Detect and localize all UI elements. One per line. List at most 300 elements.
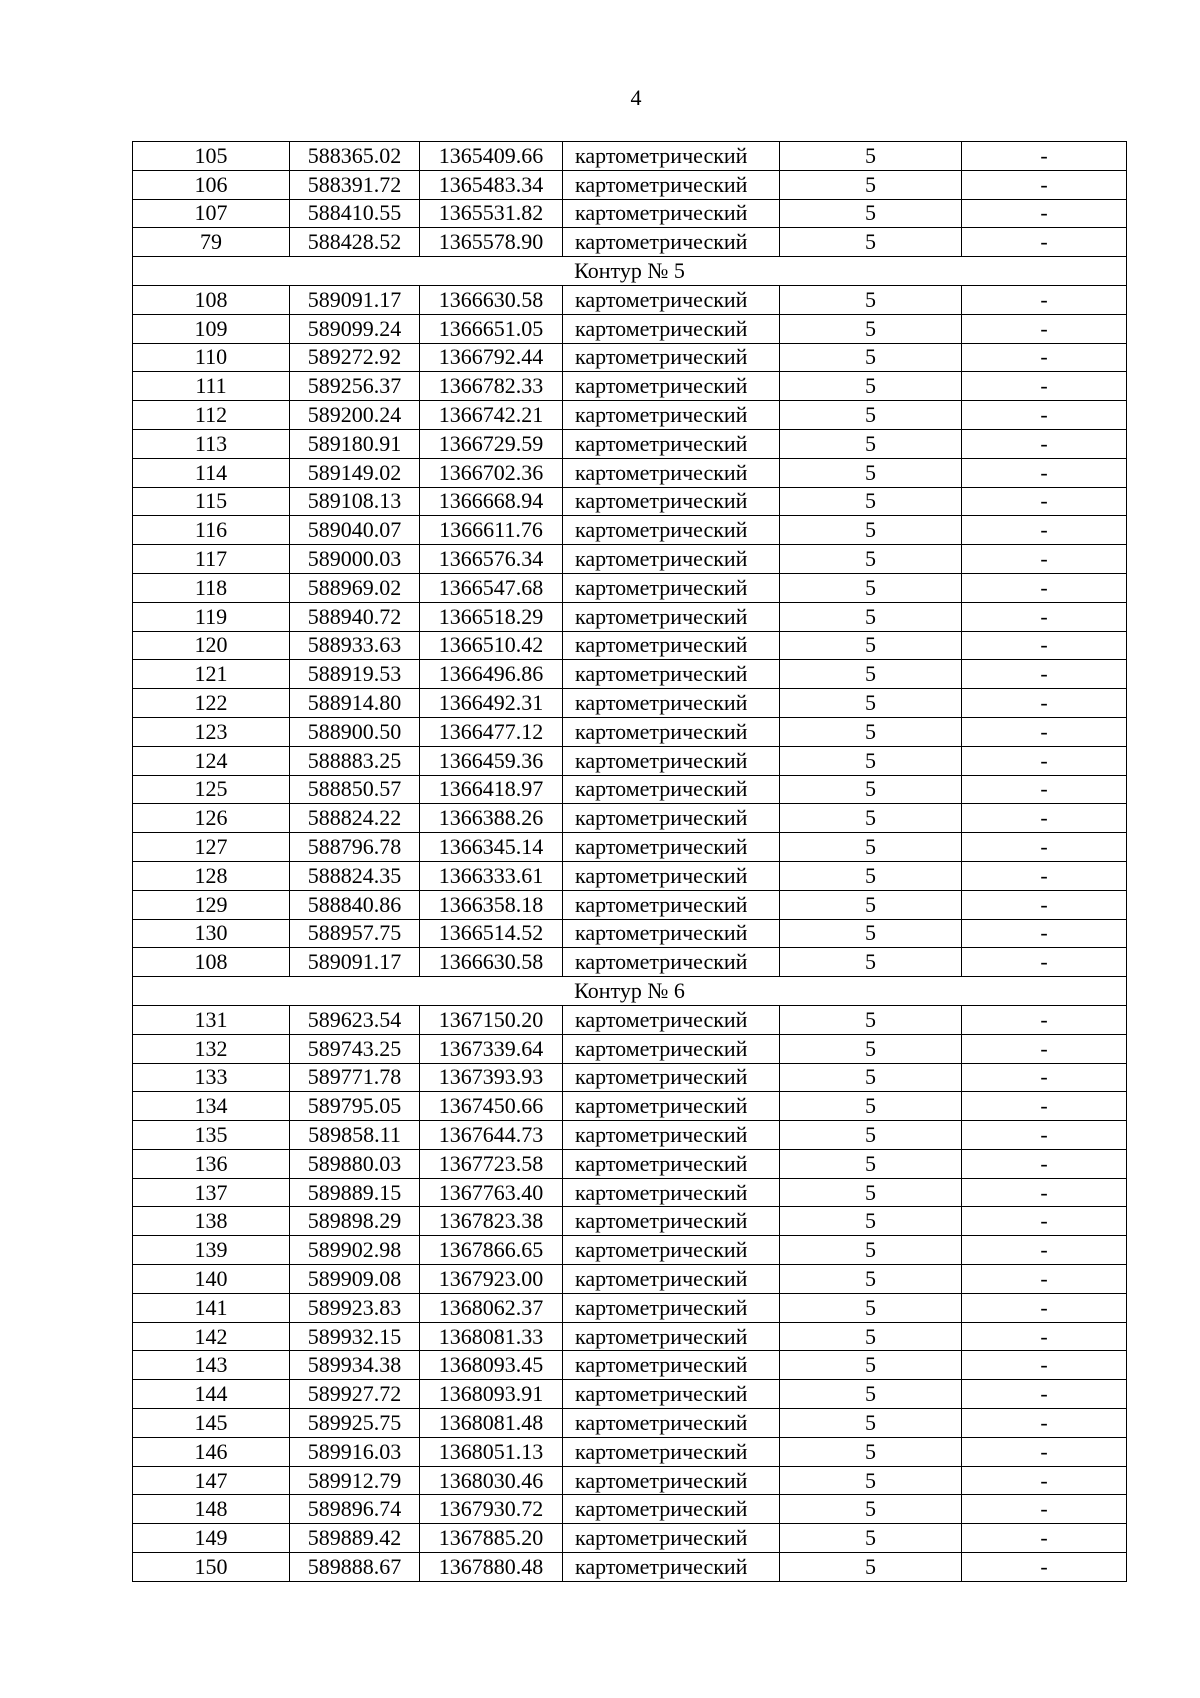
table-row	[133, 1466, 1127, 1495]
precision-cell: 5	[780, 1351, 962, 1380]
method-cell: картометрический	[563, 1351, 780, 1380]
precision-cell: 5	[780, 1553, 962, 1582]
description-cell: -	[962, 573, 1127, 602]
x-coordinate-cell: 588919.53	[290, 660, 420, 689]
x-coordinate-cell: 589256.37	[290, 372, 420, 401]
precision-cell: 5	[780, 314, 962, 343]
precision-cell: 5	[780, 170, 962, 199]
description-cell: -	[962, 919, 1127, 948]
method-cell: картометрический	[563, 228, 780, 257]
table-row	[133, 631, 1127, 660]
description-cell: -	[962, 1524, 1127, 1553]
point-number-cell: 139	[133, 1236, 290, 1265]
y-coordinate-cell: 1366514.52	[420, 919, 563, 948]
description-cell: -	[962, 1466, 1127, 1495]
point-number-cell: 115	[133, 487, 290, 516]
y-coordinate-cell: 1368062.37	[420, 1293, 563, 1322]
y-coordinate-cell: 1367823.38	[420, 1207, 563, 1236]
method-cell: картометрический	[563, 919, 780, 948]
point-number-cell: 146	[133, 1437, 290, 1466]
description-cell: -	[962, 487, 1127, 516]
x-coordinate-cell: 589902.98	[290, 1236, 420, 1265]
y-coordinate-cell: 1366496.86	[420, 660, 563, 689]
table-row	[133, 775, 1127, 804]
precision-cell: 5	[780, 1409, 962, 1438]
table-row	[133, 948, 1127, 977]
x-coordinate-cell: 589091.17	[290, 948, 420, 977]
description-cell: -	[962, 1380, 1127, 1409]
table-row	[133, 833, 1127, 862]
description-cell: -	[962, 1322, 1127, 1351]
method-cell: картометрический	[563, 142, 780, 171]
point-number-cell: 128	[133, 861, 290, 890]
precision-cell: 5	[780, 890, 962, 919]
point-number-cell: 143	[133, 1351, 290, 1380]
precision-cell: 5	[780, 717, 962, 746]
x-coordinate-cell: 589909.08	[290, 1265, 420, 1294]
description-cell: -	[962, 1034, 1127, 1063]
precision-cell: 5	[780, 1466, 962, 1495]
y-coordinate-cell: 1368081.33	[420, 1322, 563, 1351]
description-cell: -	[962, 689, 1127, 718]
point-number-cell: 108	[133, 285, 290, 314]
precision-cell: 5	[780, 602, 962, 631]
table-row	[133, 516, 1127, 545]
y-coordinate-cell: 1368093.91	[420, 1380, 563, 1409]
point-number-cell: 122	[133, 689, 290, 718]
table-row	[133, 746, 1127, 775]
description-cell: -	[962, 1351, 1127, 1380]
x-coordinate-cell: 589091.17	[290, 285, 420, 314]
point-number-cell: 117	[133, 545, 290, 574]
method-cell: картометрический	[563, 372, 780, 401]
y-coordinate-cell: 1366630.58	[420, 285, 563, 314]
description-cell: -	[962, 516, 1127, 545]
table-row	[133, 1178, 1127, 1207]
x-coordinate-cell: 589880.03	[290, 1149, 420, 1178]
y-coordinate-cell: 1366459.36	[420, 746, 563, 775]
point-number-cell: 150	[133, 1553, 290, 1582]
table-row	[133, 1293, 1127, 1322]
method-cell: картометрический	[563, 1034, 780, 1063]
point-number-cell: 79	[133, 228, 290, 257]
y-coordinate-cell: 1365483.34	[420, 170, 563, 199]
description-cell: -	[962, 1063, 1127, 1092]
table-row	[133, 1437, 1127, 1466]
y-coordinate-cell: 1367763.40	[420, 1178, 563, 1207]
table-row	[133, 487, 1127, 516]
description-cell: -	[962, 1409, 1127, 1438]
x-coordinate-cell: 588940.72	[290, 602, 420, 631]
y-coordinate-cell: 1367885.20	[420, 1524, 563, 1553]
y-coordinate-cell: 1366782.33	[420, 372, 563, 401]
description-cell: -	[962, 890, 1127, 919]
x-coordinate-cell: 588900.50	[290, 717, 420, 746]
method-cell: картометрический	[563, 1553, 780, 1582]
x-coordinate-cell: 589932.15	[290, 1322, 420, 1351]
table-row	[133, 1553, 1127, 1582]
x-coordinate-cell: 588796.78	[290, 833, 420, 862]
contour-header: Контур № 6	[133, 977, 1127, 1006]
y-coordinate-cell: 1366729.59	[420, 429, 563, 458]
point-number-cell: 132	[133, 1034, 290, 1063]
y-coordinate-cell: 1367866.65	[420, 1236, 563, 1265]
x-coordinate-cell: 589896.74	[290, 1495, 420, 1524]
point-number-cell: 112	[133, 401, 290, 430]
x-coordinate-cell: 589099.24	[290, 314, 420, 343]
method-cell: картометрический	[563, 1495, 780, 1524]
y-coordinate-cell: 1366792.44	[420, 343, 563, 372]
method-cell: картометрический	[563, 1524, 780, 1553]
point-number-cell: 138	[133, 1207, 290, 1236]
y-coordinate-cell: 1368030.46	[420, 1466, 563, 1495]
x-coordinate-cell: 588969.02	[290, 573, 420, 602]
method-cell: картометрический	[563, 1466, 780, 1495]
y-coordinate-cell: 1365531.82	[420, 199, 563, 228]
x-coordinate-cell: 589623.54	[290, 1005, 420, 1034]
table-row	[133, 1265, 1127, 1294]
table-row	[133, 142, 1127, 171]
description-cell: -	[962, 170, 1127, 199]
method-cell: картометрический	[563, 314, 780, 343]
table-row	[133, 285, 1127, 314]
precision-cell: 5	[780, 948, 962, 977]
method-cell: картометрический	[563, 199, 780, 228]
description-cell: -	[962, 1121, 1127, 1150]
x-coordinate-cell: 589743.25	[290, 1034, 420, 1063]
precision-cell: 5	[780, 1005, 962, 1034]
x-coordinate-cell: 589888.67	[290, 1553, 420, 1582]
point-number-cell: 107	[133, 199, 290, 228]
point-number-cell: 125	[133, 775, 290, 804]
description-cell: -	[962, 833, 1127, 862]
description-cell: -	[962, 401, 1127, 430]
y-coordinate-cell: 1368093.45	[420, 1351, 563, 1380]
description-cell: -	[962, 660, 1127, 689]
description-cell: -	[962, 458, 1127, 487]
table-row	[133, 689, 1127, 718]
description-cell: -	[962, 343, 1127, 372]
description-cell: -	[962, 861, 1127, 890]
precision-cell: 5	[780, 1524, 962, 1553]
description-cell: -	[962, 1553, 1127, 1582]
table-row	[133, 1495, 1127, 1524]
point-number-cell: 116	[133, 516, 290, 545]
description-cell: -	[962, 775, 1127, 804]
x-coordinate-cell: 589923.83	[290, 1293, 420, 1322]
precision-cell: 5	[780, 660, 962, 689]
table-row	[133, 401, 1127, 430]
method-cell: картометрический	[563, 458, 780, 487]
y-coordinate-cell: 1367880.48	[420, 1553, 563, 1582]
y-coordinate-cell: 1367923.00	[420, 1265, 563, 1294]
method-cell: картометрический	[563, 401, 780, 430]
precision-cell: 5	[780, 573, 962, 602]
x-coordinate-cell: 588365.02	[290, 142, 420, 171]
y-coordinate-cell: 1366510.42	[420, 631, 563, 660]
point-number-cell: 106	[133, 170, 290, 199]
table-row	[133, 545, 1127, 574]
x-coordinate-cell: 588840.86	[290, 890, 420, 919]
contour-header-row	[133, 257, 1127, 286]
precision-cell: 5	[780, 487, 962, 516]
table-row	[133, 228, 1127, 257]
precision-cell: 5	[780, 142, 962, 171]
method-cell: картометрический	[563, 170, 780, 199]
x-coordinate-cell: 588914.80	[290, 689, 420, 718]
precision-cell: 5	[780, 1437, 962, 1466]
method-cell: картометрический	[563, 1149, 780, 1178]
precision-cell: 5	[780, 401, 962, 430]
description-cell: -	[962, 602, 1127, 631]
table-row	[133, 861, 1127, 890]
point-number-cell: 108	[133, 948, 290, 977]
precision-cell: 5	[780, 372, 962, 401]
point-number-cell: 124	[133, 746, 290, 775]
method-cell: картометрический	[563, 1322, 780, 1351]
table-row	[133, 919, 1127, 948]
x-coordinate-cell: 589927.72	[290, 1380, 420, 1409]
table-row	[133, 1121, 1127, 1150]
method-cell: картометрический	[563, 1121, 780, 1150]
description-cell: -	[962, 1293, 1127, 1322]
y-coordinate-cell: 1366651.05	[420, 314, 563, 343]
description-cell: -	[962, 1178, 1127, 1207]
table-row	[133, 343, 1127, 372]
table-row	[133, 660, 1127, 689]
method-cell: картометрический	[563, 861, 780, 890]
point-number-cell: 121	[133, 660, 290, 689]
table-row	[133, 1380, 1127, 1409]
table-row	[133, 372, 1127, 401]
precision-cell: 5	[780, 1149, 962, 1178]
point-number-cell: 119	[133, 602, 290, 631]
x-coordinate-cell: 588391.72	[290, 170, 420, 199]
y-coordinate-cell: 1366345.14	[420, 833, 563, 862]
y-coordinate-cell: 1366611.76	[420, 516, 563, 545]
point-number-cell: 136	[133, 1149, 290, 1178]
description-cell: -	[962, 746, 1127, 775]
method-cell: картометрический	[563, 631, 780, 660]
y-coordinate-cell: 1367644.73	[420, 1121, 563, 1150]
point-number-cell: 141	[133, 1293, 290, 1322]
x-coordinate-cell: 589898.29	[290, 1207, 420, 1236]
point-number-cell: 133	[133, 1063, 290, 1092]
y-coordinate-cell: 1368081.48	[420, 1409, 563, 1438]
x-coordinate-cell: 588883.25	[290, 746, 420, 775]
y-coordinate-cell: 1366576.34	[420, 545, 563, 574]
table-row	[133, 1207, 1127, 1236]
point-number-cell: 127	[133, 833, 290, 862]
coordinates-table-body	[133, 142, 1127, 1582]
y-coordinate-cell: 1366333.61	[420, 861, 563, 890]
point-number-cell: 148	[133, 1495, 290, 1524]
method-cell: картометрический	[563, 746, 780, 775]
precision-cell: 5	[780, 1380, 962, 1409]
x-coordinate-cell: 589180.91	[290, 429, 420, 458]
point-number-cell: 147	[133, 1466, 290, 1495]
y-coordinate-cell: 1367723.58	[420, 1149, 563, 1178]
precision-cell: 5	[780, 775, 962, 804]
point-number-cell: 137	[133, 1178, 290, 1207]
table-row	[133, 1322, 1127, 1351]
precision-cell: 5	[780, 285, 962, 314]
precision-cell: 5	[780, 343, 962, 372]
method-cell: картометрический	[563, 602, 780, 631]
method-cell: картометрический	[563, 890, 780, 919]
precision-cell: 5	[780, 919, 962, 948]
precision-cell: 5	[780, 804, 962, 833]
y-coordinate-cell: 1366418.97	[420, 775, 563, 804]
method-cell: картометрический	[563, 1293, 780, 1322]
x-coordinate-cell: 588850.57	[290, 775, 420, 804]
x-coordinate-cell: 589858.11	[290, 1121, 420, 1150]
description-cell: -	[962, 631, 1127, 660]
precision-cell: 5	[780, 833, 962, 862]
table-row	[133, 458, 1127, 487]
method-cell: картометрический	[563, 1265, 780, 1294]
table-row	[133, 199, 1127, 228]
y-coordinate-cell: 1366388.26	[420, 804, 563, 833]
description-cell: -	[962, 717, 1127, 746]
description-cell: -	[962, 1495, 1127, 1524]
precision-cell: 5	[780, 458, 962, 487]
method-cell: картометрический	[563, 343, 780, 372]
y-coordinate-cell: 1367393.93	[420, 1063, 563, 1092]
x-coordinate-cell: 589272.92	[290, 343, 420, 372]
description-cell: -	[962, 1092, 1127, 1121]
table-row	[133, 170, 1127, 199]
point-number-cell: 129	[133, 890, 290, 919]
method-cell: картометрический	[563, 1092, 780, 1121]
y-coordinate-cell: 1366630.58	[420, 948, 563, 977]
method-cell: картометрический	[563, 487, 780, 516]
method-cell: картометрический	[563, 285, 780, 314]
precision-cell: 5	[780, 228, 962, 257]
table-row	[133, 573, 1127, 602]
point-number-cell: 145	[133, 1409, 290, 1438]
precision-cell: 5	[780, 1322, 962, 1351]
y-coordinate-cell: 1366547.68	[420, 573, 563, 602]
description-cell: -	[962, 545, 1127, 574]
table-row	[133, 1034, 1127, 1063]
description-cell: -	[962, 1437, 1127, 1466]
x-coordinate-cell: 589771.78	[290, 1063, 420, 1092]
y-coordinate-cell: 1366518.29	[420, 602, 563, 631]
method-cell: картометрический	[563, 717, 780, 746]
precision-cell: 5	[780, 746, 962, 775]
method-cell: картометрический	[563, 429, 780, 458]
x-coordinate-cell: 589925.75	[290, 1409, 420, 1438]
point-number-cell: 140	[133, 1265, 290, 1294]
precision-cell: 5	[780, 1092, 962, 1121]
x-coordinate-cell: 589934.38	[290, 1351, 420, 1380]
x-coordinate-cell: 588824.22	[290, 804, 420, 833]
x-coordinate-cell: 589916.03	[290, 1437, 420, 1466]
x-coordinate-cell: 589000.03	[290, 545, 420, 574]
precision-cell: 5	[780, 631, 962, 660]
y-coordinate-cell: 1366668.94	[420, 487, 563, 516]
table-row	[133, 1092, 1127, 1121]
description-cell: -	[962, 1005, 1127, 1034]
x-coordinate-cell: 588957.75	[290, 919, 420, 948]
method-cell: картометрический	[563, 1178, 780, 1207]
table-row	[133, 804, 1127, 833]
contour-header: Контур № 5	[133, 257, 1127, 286]
description-cell: -	[962, 199, 1127, 228]
point-number-cell: 130	[133, 919, 290, 948]
method-cell: картометрический	[563, 804, 780, 833]
point-number-cell: 149	[133, 1524, 290, 1553]
precision-cell: 5	[780, 1265, 962, 1294]
precision-cell: 5	[780, 199, 962, 228]
point-number-cell: 120	[133, 631, 290, 660]
description-cell: -	[962, 285, 1127, 314]
table-row	[133, 1409, 1127, 1438]
y-coordinate-cell: 1366477.12	[420, 717, 563, 746]
precision-cell: 5	[780, 1293, 962, 1322]
x-coordinate-cell: 589108.13	[290, 487, 420, 516]
point-number-cell: 118	[133, 573, 290, 602]
point-number-cell: 109	[133, 314, 290, 343]
method-cell: картометрический	[563, 948, 780, 977]
y-coordinate-cell: 1365409.66	[420, 142, 563, 171]
y-coordinate-cell: 1366702.36	[420, 458, 563, 487]
point-number-cell: 142	[133, 1322, 290, 1351]
method-cell: картометрический	[563, 1207, 780, 1236]
table-row	[133, 314, 1127, 343]
method-cell: картометрический	[563, 1063, 780, 1092]
description-cell: -	[962, 1265, 1127, 1294]
y-coordinate-cell: 1366358.18	[420, 890, 563, 919]
table-row	[133, 1351, 1127, 1380]
precision-cell: 5	[780, 545, 962, 574]
description-cell: -	[962, 429, 1127, 458]
table-row	[133, 890, 1127, 919]
method-cell: картометрический	[563, 516, 780, 545]
precision-cell: 5	[780, 1207, 962, 1236]
description-cell: -	[962, 1207, 1127, 1236]
x-coordinate-cell: 588933.63	[290, 631, 420, 660]
page-number: 4	[630, 85, 642, 110]
precision-cell: 5	[780, 1236, 962, 1265]
precision-cell: 5	[780, 1034, 962, 1063]
x-coordinate-cell: 588410.55	[290, 199, 420, 228]
table-row	[133, 1149, 1127, 1178]
point-number-cell: 123	[133, 717, 290, 746]
point-number-cell: 105	[133, 142, 290, 171]
description-cell: -	[962, 228, 1127, 257]
y-coordinate-cell: 1366492.31	[420, 689, 563, 718]
point-number-cell: 126	[133, 804, 290, 833]
method-cell: картометрический	[563, 689, 780, 718]
point-number-cell: 110	[133, 343, 290, 372]
table-row	[133, 717, 1127, 746]
x-coordinate-cell: 589889.15	[290, 1178, 420, 1207]
description-cell: -	[962, 804, 1127, 833]
y-coordinate-cell: 1366742.21	[420, 401, 563, 430]
y-coordinate-cell: 1367930.72	[420, 1495, 563, 1524]
y-coordinate-cell: 1367150.20	[420, 1005, 563, 1034]
y-coordinate-cell: 1367450.66	[420, 1092, 563, 1121]
x-coordinate-cell: 589200.24	[290, 401, 420, 430]
point-number-cell: 131	[133, 1005, 290, 1034]
y-coordinate-cell: 1365578.90	[420, 228, 563, 257]
method-cell: картометрический	[563, 1437, 780, 1466]
description-cell: -	[962, 1236, 1127, 1265]
precision-cell: 5	[780, 1178, 962, 1207]
table-row	[133, 602, 1127, 631]
